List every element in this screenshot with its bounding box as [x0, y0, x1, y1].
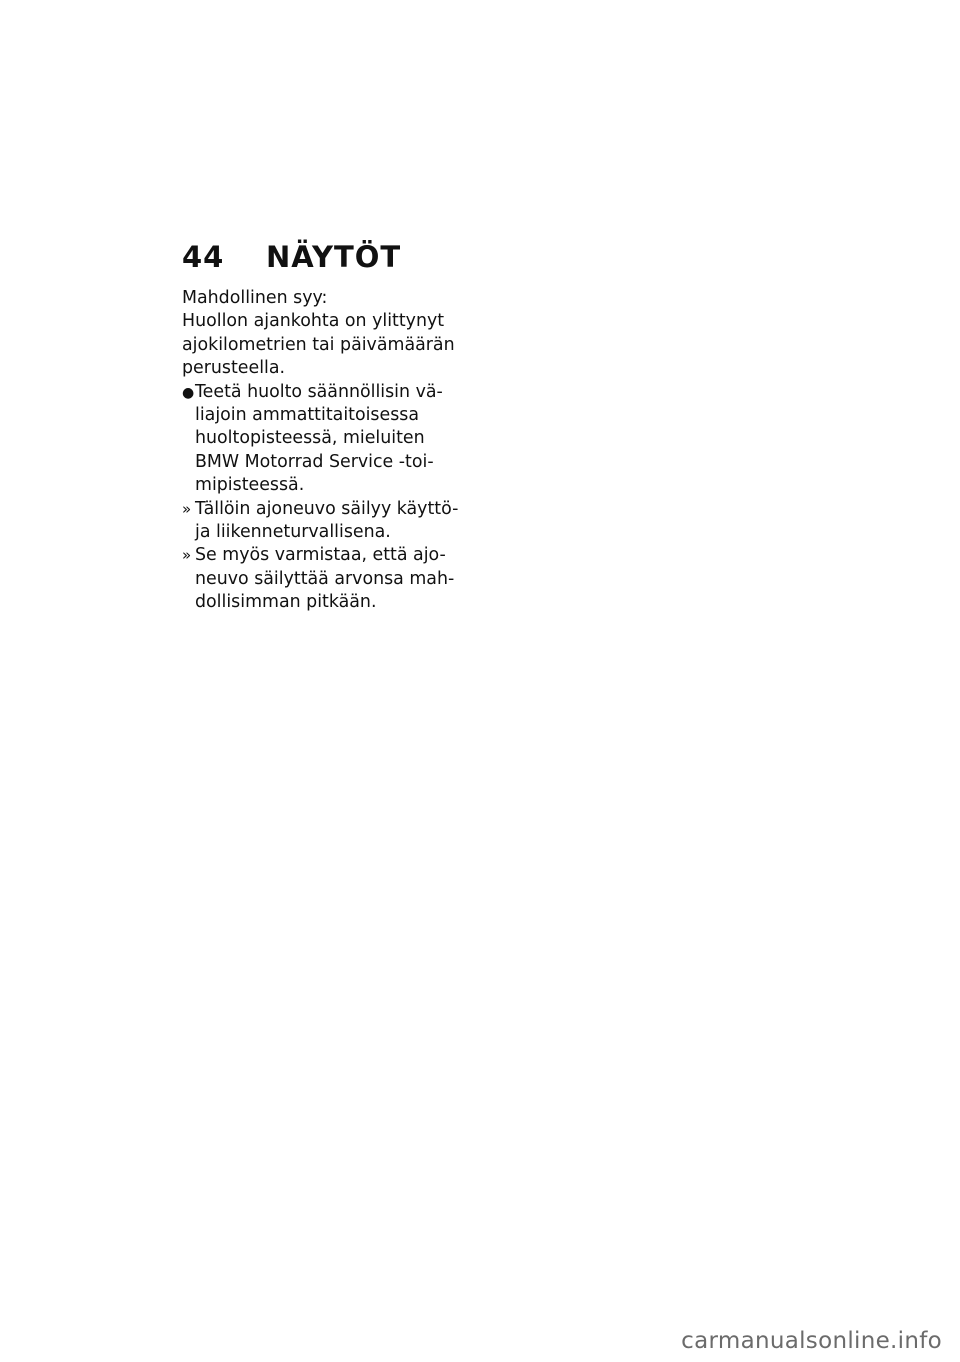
- result-line: dollisimman pitkään.: [195, 592, 377, 613]
- bullet-line: mipisteessä.: [195, 475, 305, 496]
- bullet-line: BMW Motorrad Service -toi-: [195, 451, 434, 472]
- result-item: [182, 544, 455, 614]
- result-item: [182, 498, 459, 545]
- result-line: neuvo säilyttää arvonsa mah-: [195, 568, 455, 589]
- bullet-line: liajoin ammattitaitoisessa: [195, 405, 419, 426]
- result-arrow-icon: »: [182, 546, 192, 565]
- watermark: carmanualsonline.info: [681, 1328, 942, 1354]
- intro-line: Mahdollinen syy:: [182, 288, 328, 308]
- bullet-line: Teetä huolto säännöllisin vä-: [195, 381, 443, 402]
- page-header: [182, 240, 401, 274]
- result-arrow-icon: »: [182, 499, 192, 518]
- intro-line: ajokilometrien tai päivämäärän: [182, 334, 455, 355]
- main-content: [182, 287, 459, 615]
- result-line: Se myös varmistaa, että ajo-: [195, 545, 446, 566]
- bullet-line: huoltopisteessä, mieluiten: [195, 428, 425, 449]
- result-line: ja liikenneturvallisena.: [195, 522, 391, 543]
- intro-paragraph: [182, 287, 455, 381]
- result-line: Tällöin ajoneuvo säilyy käyttö-: [195, 498, 459, 519]
- bullet-item: [182, 381, 450, 498]
- bullet-icon: ●: [182, 384, 195, 401]
- intro-line: perusteella.: [182, 358, 286, 379]
- chapter-title: NÄYTÖT: [266, 240, 402, 274]
- page-number: 44: [182, 240, 225, 274]
- intro-line: Huollon ajankohta on ylittynyt: [182, 311, 445, 332]
